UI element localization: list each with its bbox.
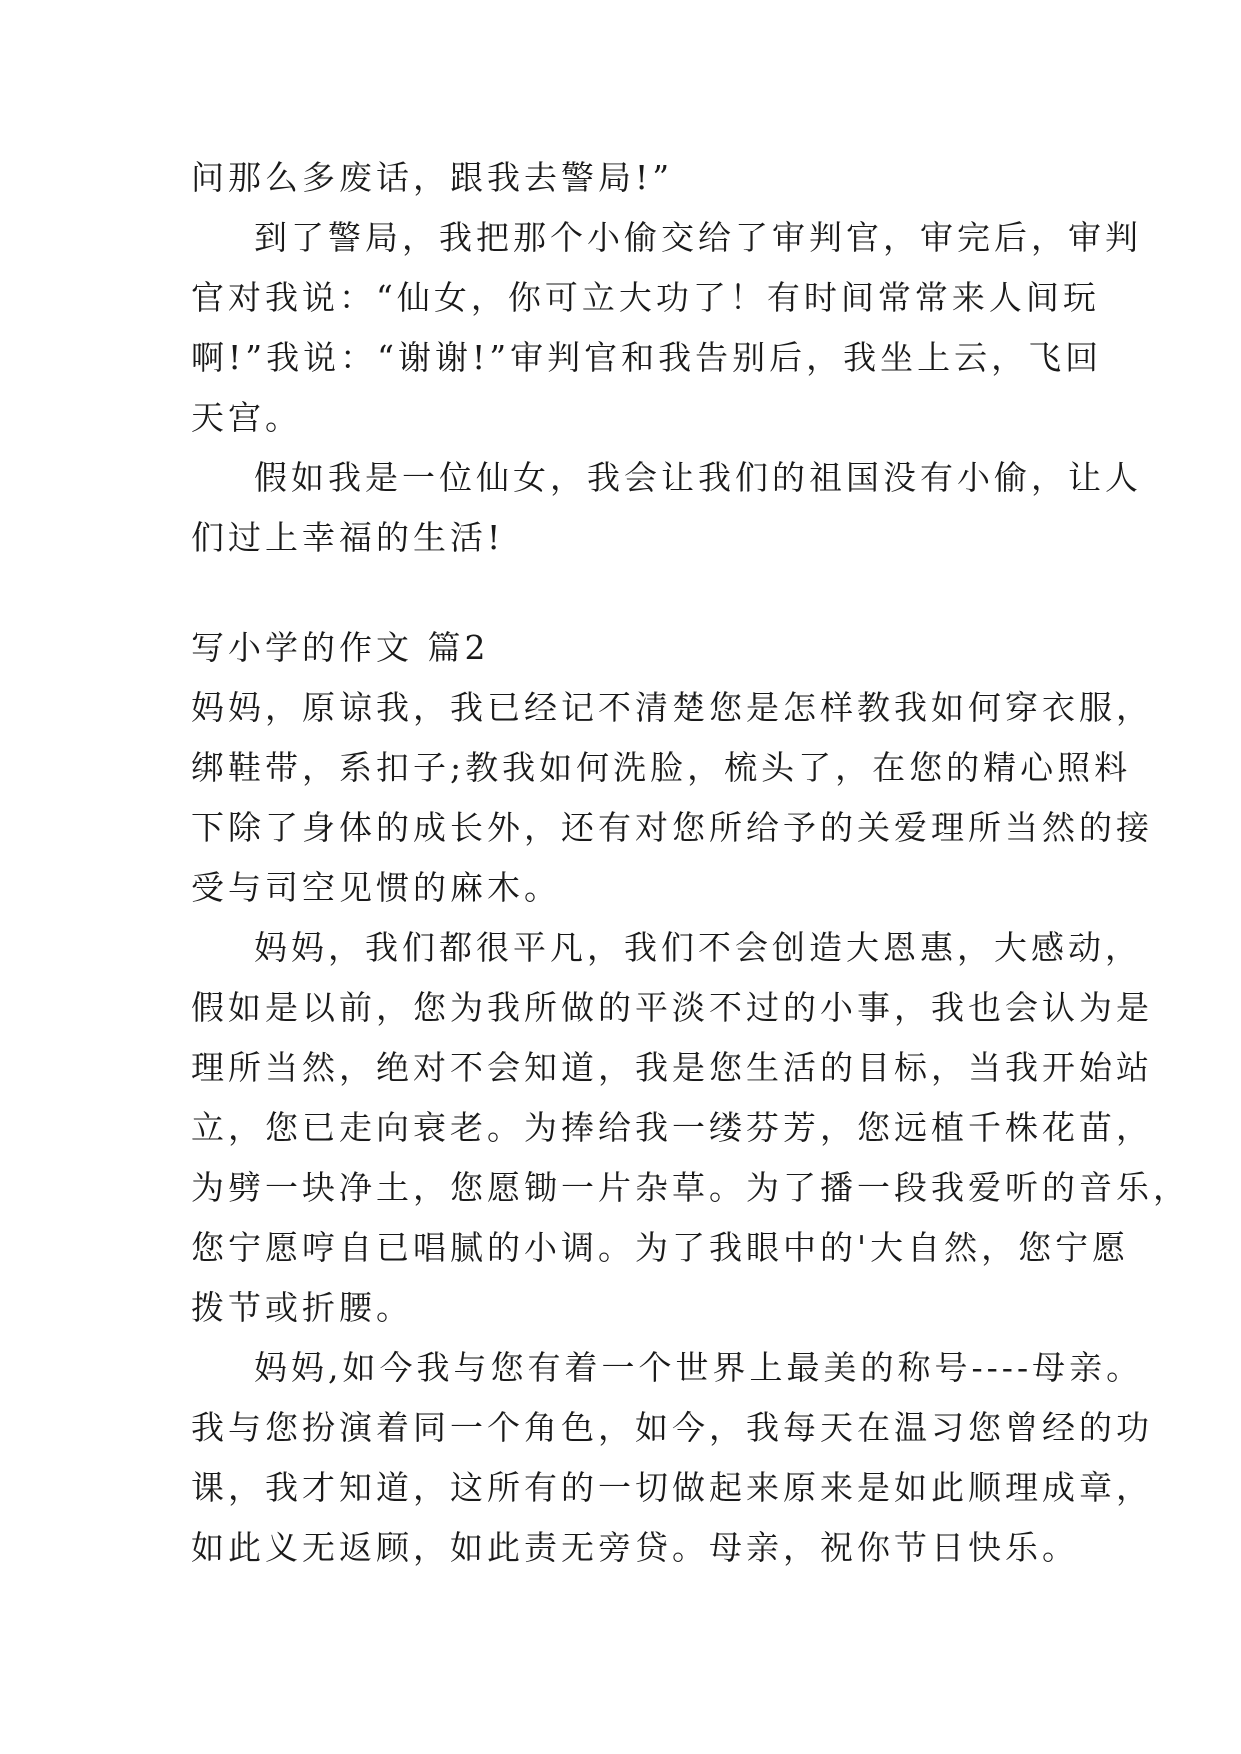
- text-line: 假如是以前，您为我所做的平淡不过的小事，我也会认为是: [191, 988, 1153, 1027]
- text-line: 啊!”我说：“谢谢!”审判官和我告别后，我坐上云，飞回: [191, 338, 1103, 377]
- text-line: 妈妈，原谅我，我已经记不清楚您是怎样教我如何穿衣服，: [191, 688, 1153, 727]
- section-heading: 写小学的作文 篇2: [191, 628, 490, 667]
- text-line: 绑鞋带，系扣子;教我如何洗脸，梳头了，在您的精心照料: [191, 748, 1132, 787]
- paragraph-start: 假如我是一位仙女，我会让我们的祖国没有小偷，让人: [254, 458, 1142, 497]
- text-line: 天宫。: [191, 398, 302, 437]
- text-line: 问那么多废话，跟我去警局!”: [191, 158, 674, 197]
- text-line: 课，我才知道，这所有的一切做起来原来是如此顺理成章，: [191, 1468, 1153, 1507]
- text-line: 们过上幸福的生活!: [191, 518, 505, 557]
- text-line: 为劈一块净土，您愿锄一片杂草。为了播一段我爱听的音乐，: [191, 1168, 1190, 1207]
- text-line: 立，您已走向衰老。为捧给我一缕芬芳，您远植千株花苗，: [191, 1108, 1153, 1147]
- text-line: 您宁愿哼自已唱腻的小调。为了我眼中的'大自然，您宁愿: [191, 1228, 1130, 1267]
- text-line: 理所当然，绝对不会知道，我是您生活的目标，当我开始站: [191, 1048, 1153, 1087]
- paragraph-start: 妈妈，我们都很平凡，我们不会创造大恩惠，大感动，: [254, 928, 1142, 967]
- text-line: 如此义无返顾，如此责无旁贷。母亲，祝你节日快乐。: [191, 1528, 1079, 1567]
- text-line: 我与您扮演着同一个角色，如今，我每天在温习您曾经的功: [191, 1408, 1153, 1447]
- paragraph-start: 到了警局，我把那个小偷交给了审判官，审完后，审判: [254, 218, 1142, 257]
- text-line: 受与司空见惯的麻木。: [191, 868, 561, 907]
- text-line: 下除了身体的成长外，还有对您所给予的关爱理所当然的接: [191, 808, 1153, 847]
- paragraph-start: 妈妈,如今我与您有着一个世界上最美的称号----母亲。: [254, 1348, 1144, 1387]
- text-line: 拨节或折腰。: [191, 1288, 413, 1327]
- text-line: 官对我说：“仙女，你可立大功了！有时间常常来人间玩: [191, 278, 1100, 317]
